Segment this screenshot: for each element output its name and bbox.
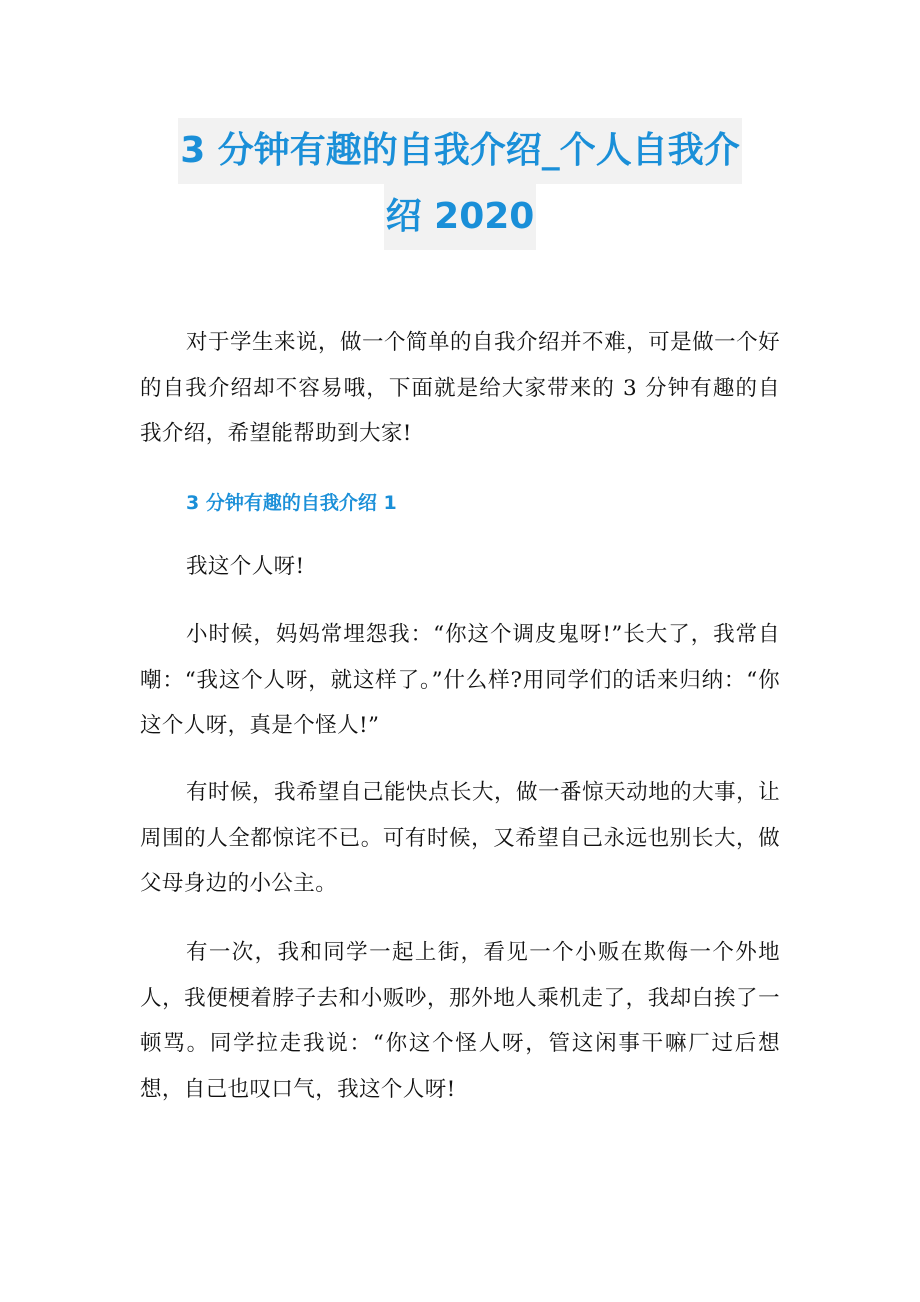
paragraph-1: 我这个人呀! <box>186 554 305 579</box>
title-line-1: 3 分钟有趣的自我介绍_个人自我介 <box>178 118 742 184</box>
section-heading: 3 分钟有趣的自我介绍 1 <box>186 492 397 514</box>
intro-paragraph: 对于学生来说，做一个简单的自我介绍并不难，可是做一个好的自我介绍却不容易哦，下面就是给大家带来的 3 分钟有趣的自我介绍，希望能帮助到大家! <box>140 330 780 446</box>
title-line-2: 绍 2020 <box>384 184 537 250</box>
paragraph-2: 小时候，妈妈常埋怨我：“你这个调皮鬼呀!”长大了，我常自嘲：“我这个人呀，就这样了。”什么样?用同学们的话来归纳：“你这个人呀，真是个怪人!” <box>140 622 780 738</box>
paragraph-4: 有一次，我和同学一起上街，看见一个小贩在欺侮一个外地人，我便梗着脖子去和小贩吵，那外地人乘机走了，我却白挨了一顿骂。同学拉走我说：“你这个怪人呀，管这闲事干嘛厂过后想想，自己也叹口气，我这个人呀! <box>140 940 780 1102</box>
paragraph-3: 有时候，我希望自己能快点长大，做一番惊天动地的大事，让周围的人全都惊诧不已。可有时候，又希望自己永远也别长大，做父母身边的小公主。 <box>140 780 780 896</box>
document-title <box>140 118 780 250</box>
